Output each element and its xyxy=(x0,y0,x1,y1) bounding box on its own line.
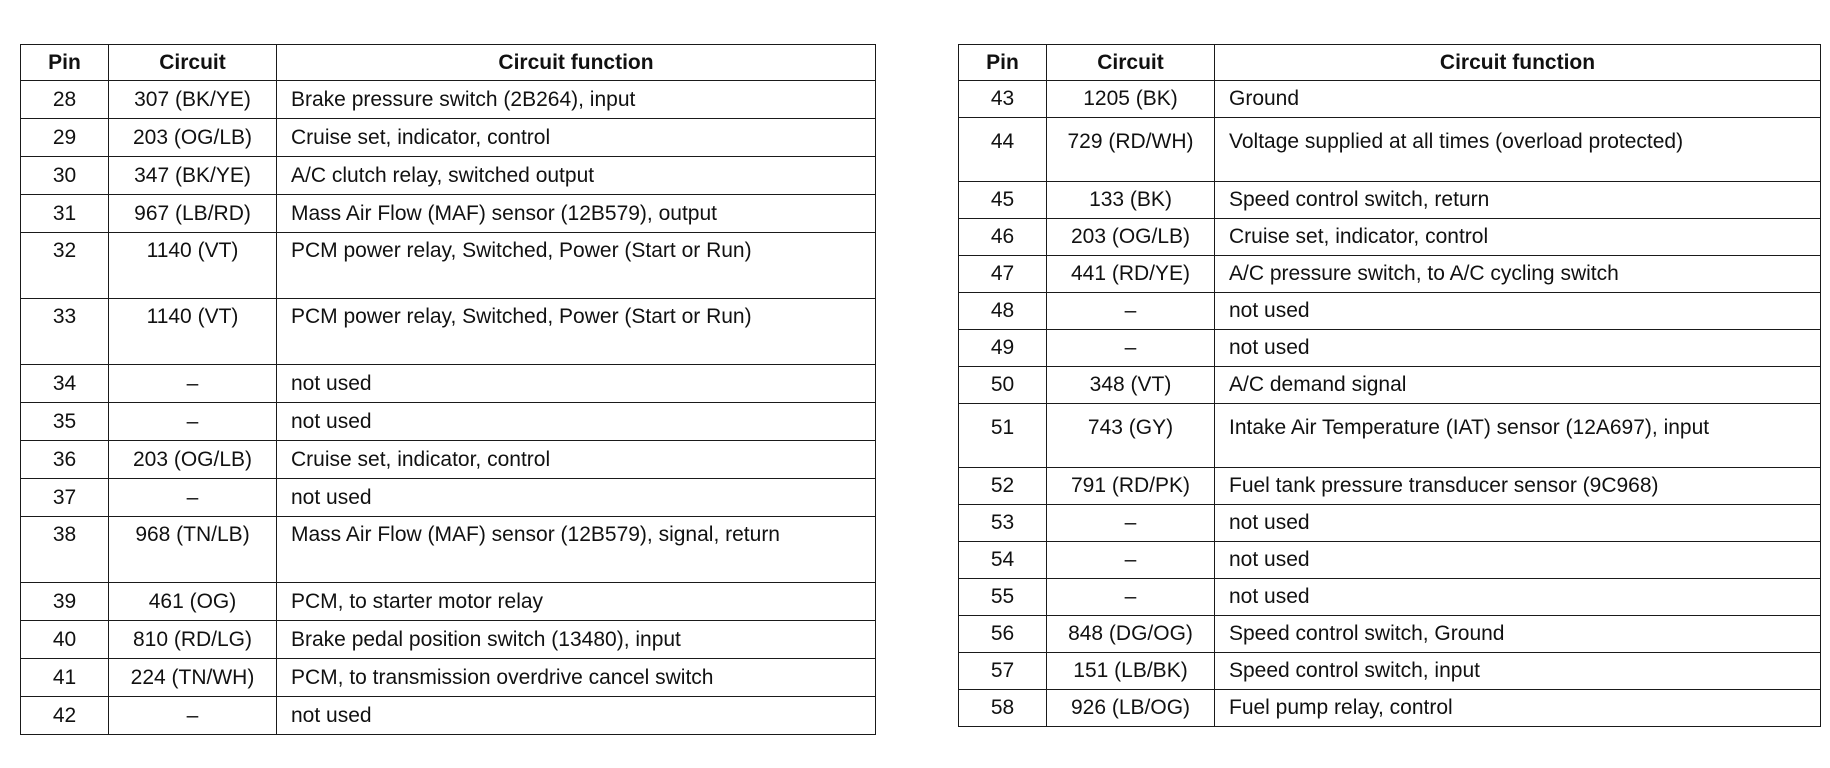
table-row xyxy=(959,404,1821,468)
table-row xyxy=(959,579,1821,616)
pin-cell: 30 xyxy=(21,157,109,195)
table-row xyxy=(21,659,876,697)
function-cell: not used xyxy=(1215,542,1821,579)
function-cell: PCM power relay, Switched, Power (Start or Run) xyxy=(277,233,876,299)
function-cell: Fuel pump relay, control xyxy=(1215,690,1821,727)
pin-cell: 41 xyxy=(21,659,109,697)
circuit-cell: 1140 (VT) xyxy=(109,299,277,365)
function-cell: PCM, to starter motor relay xyxy=(277,583,876,621)
function-cell: PCM, to transmission overdrive cancel switch xyxy=(277,659,876,697)
pin-cell: 51 xyxy=(959,404,1047,468)
circuit-cell: 968 (TN/LB) xyxy=(109,517,277,583)
table-row xyxy=(21,299,876,365)
table-row xyxy=(21,119,876,157)
circuit-cell: 133 (BK) xyxy=(1047,182,1215,219)
pin-cell: 53 xyxy=(959,505,1047,542)
pin-cell: 52 xyxy=(959,468,1047,505)
circuit-cell: 791 (RD/PK) xyxy=(1047,468,1215,505)
table-row xyxy=(959,219,1821,256)
circuit-cell: 729 (RD/WH) xyxy=(1047,118,1215,182)
circuit-cell: – xyxy=(1047,293,1215,330)
circuit-cell: 347 (BK/YE) xyxy=(109,157,277,195)
circuit-cell: 307 (BK/YE) xyxy=(109,81,277,119)
pin-cell: 54 xyxy=(959,542,1047,579)
table-row xyxy=(959,293,1821,330)
circuit-cell: – xyxy=(1047,579,1215,616)
table-row xyxy=(21,697,876,735)
pin-cell: 43 xyxy=(959,81,1047,118)
pin-cell: 39 xyxy=(21,583,109,621)
circuit-cell: 967 (LB/RD) xyxy=(109,195,277,233)
function-cell: A/C demand signal xyxy=(1215,367,1821,404)
function-cell: Speed control switch, Ground xyxy=(1215,616,1821,653)
pin-cell: 45 xyxy=(959,182,1047,219)
circuit-cell: – xyxy=(109,403,277,441)
table-row xyxy=(959,542,1821,579)
table-header-row xyxy=(959,45,1821,81)
table-row xyxy=(959,182,1821,219)
table-header-row xyxy=(21,45,876,81)
table-row xyxy=(21,81,876,119)
function-cell: not used xyxy=(277,365,876,403)
function-cell: Fuel tank pressure transducer sensor (9C968) xyxy=(1215,468,1821,505)
circuit-cell: 151 (LB/BK) xyxy=(1047,653,1215,690)
pin-cell: 29 xyxy=(21,119,109,157)
function-cell: Speed control switch, return xyxy=(1215,182,1821,219)
pin-cell: 38 xyxy=(21,517,109,583)
function-cell: Mass Air Flow (MAF) sensor (12B579), signal, return xyxy=(277,517,876,583)
function-cell: not used xyxy=(1215,579,1821,616)
pin-cell: 28 xyxy=(21,81,109,119)
table-row xyxy=(959,468,1821,505)
table-row xyxy=(959,690,1821,727)
pin-cell: 35 xyxy=(21,403,109,441)
pin-cell: 33 xyxy=(21,299,109,365)
header-pin: Pin xyxy=(21,45,109,81)
function-cell: Ground xyxy=(1215,81,1821,118)
function-cell: Cruise set, indicator, control xyxy=(277,441,876,479)
table-row xyxy=(959,653,1821,690)
circuit-cell: – xyxy=(109,697,277,735)
function-cell: not used xyxy=(277,479,876,517)
pin-cell: 31 xyxy=(21,195,109,233)
function-cell: not used xyxy=(277,403,876,441)
pin-cell: 42 xyxy=(21,697,109,735)
circuit-cell: 203 (OG/LB) xyxy=(109,119,277,157)
pin-cell: 48 xyxy=(959,293,1047,330)
table-row xyxy=(21,621,876,659)
function-cell: Cruise set, indicator, control xyxy=(1215,219,1821,256)
table-row xyxy=(959,81,1821,118)
table-row xyxy=(21,195,876,233)
circuit-cell: – xyxy=(1047,330,1215,367)
table-row xyxy=(21,403,876,441)
pin-cell: 49 xyxy=(959,330,1047,367)
function-cell: not used xyxy=(277,697,876,735)
pin-cell: 34 xyxy=(21,365,109,403)
header-pin: Pin xyxy=(959,45,1047,81)
circuit-cell: – xyxy=(1047,542,1215,579)
header-circuit: Circuit xyxy=(1047,45,1215,81)
function-cell: Intake Air Temperature (IAT) sensor (12A697), input xyxy=(1215,404,1821,468)
circuit-cell: 224 (TN/WH) xyxy=(109,659,277,697)
pin-cell: 58 xyxy=(959,690,1047,727)
pin-cell: 46 xyxy=(959,219,1047,256)
header-circuit-function: Circuit function xyxy=(1215,45,1821,81)
table-row xyxy=(21,365,876,403)
pin-cell: 32 xyxy=(21,233,109,299)
function-cell: Brake pedal position switch (13480), input xyxy=(277,621,876,659)
circuit-cell: 1140 (VT) xyxy=(109,233,277,299)
function-cell: not used xyxy=(1215,330,1821,367)
pin-cell: 44 xyxy=(959,118,1047,182)
pin-table-left xyxy=(20,44,876,735)
header-circuit-function: Circuit function xyxy=(277,45,876,81)
table-row xyxy=(959,118,1821,182)
function-cell: not used xyxy=(1215,293,1821,330)
table-row xyxy=(959,616,1821,653)
table-row xyxy=(21,233,876,299)
pin-cell: 37 xyxy=(21,479,109,517)
table-row xyxy=(959,367,1821,404)
pin-cell: 55 xyxy=(959,579,1047,616)
function-cell: A/C pressure switch, to A/C cycling switch xyxy=(1215,256,1821,293)
table-row xyxy=(21,583,876,621)
circuit-cell: 848 (DG/OG) xyxy=(1047,616,1215,653)
function-cell: A/C clutch relay, switched output xyxy=(277,157,876,195)
pin-cell: 57 xyxy=(959,653,1047,690)
function-cell: not used xyxy=(1215,505,1821,542)
function-cell: Brake pressure switch (2B264), input xyxy=(277,81,876,119)
function-cell: PCM power relay, Switched, Power (Start or Run) xyxy=(277,299,876,365)
table-row xyxy=(959,505,1821,542)
table-row xyxy=(959,256,1821,293)
pin-table-right xyxy=(958,44,1821,727)
table-row xyxy=(21,517,876,583)
function-cell: Cruise set, indicator, control xyxy=(277,119,876,157)
circuit-cell: 203 (OG/LB) xyxy=(1047,219,1215,256)
circuit-cell: 743 (GY) xyxy=(1047,404,1215,468)
pin-cell: 47 xyxy=(959,256,1047,293)
circuit-cell: 810 (RD/LG) xyxy=(109,621,277,659)
function-cell: Mass Air Flow (MAF) sensor (12B579), output xyxy=(277,195,876,233)
table-row xyxy=(21,441,876,479)
circuit-cell: – xyxy=(1047,505,1215,542)
function-cell: Voltage supplied at all times (overload protected) xyxy=(1215,118,1821,182)
function-cell: Speed control switch, input xyxy=(1215,653,1821,690)
circuit-cell: – xyxy=(109,479,277,517)
table-row xyxy=(959,330,1821,367)
circuit-cell: 203 (OG/LB) xyxy=(109,441,277,479)
pin-cell: 40 xyxy=(21,621,109,659)
pin-cell: 56 xyxy=(959,616,1047,653)
circuit-cell: 1205 (BK) xyxy=(1047,81,1215,118)
circuit-cell: – xyxy=(109,365,277,403)
circuit-cell: 441 (RD/YE) xyxy=(1047,256,1215,293)
circuit-cell: 461 (OG) xyxy=(109,583,277,621)
table-row xyxy=(21,157,876,195)
circuit-cell: 926 (LB/OG) xyxy=(1047,690,1215,727)
circuit-cell: 348 (VT) xyxy=(1047,367,1215,404)
table-row xyxy=(21,479,876,517)
pin-cell: 50 xyxy=(959,367,1047,404)
pin-cell: 36 xyxy=(21,441,109,479)
header-circuit: Circuit xyxy=(109,45,277,81)
